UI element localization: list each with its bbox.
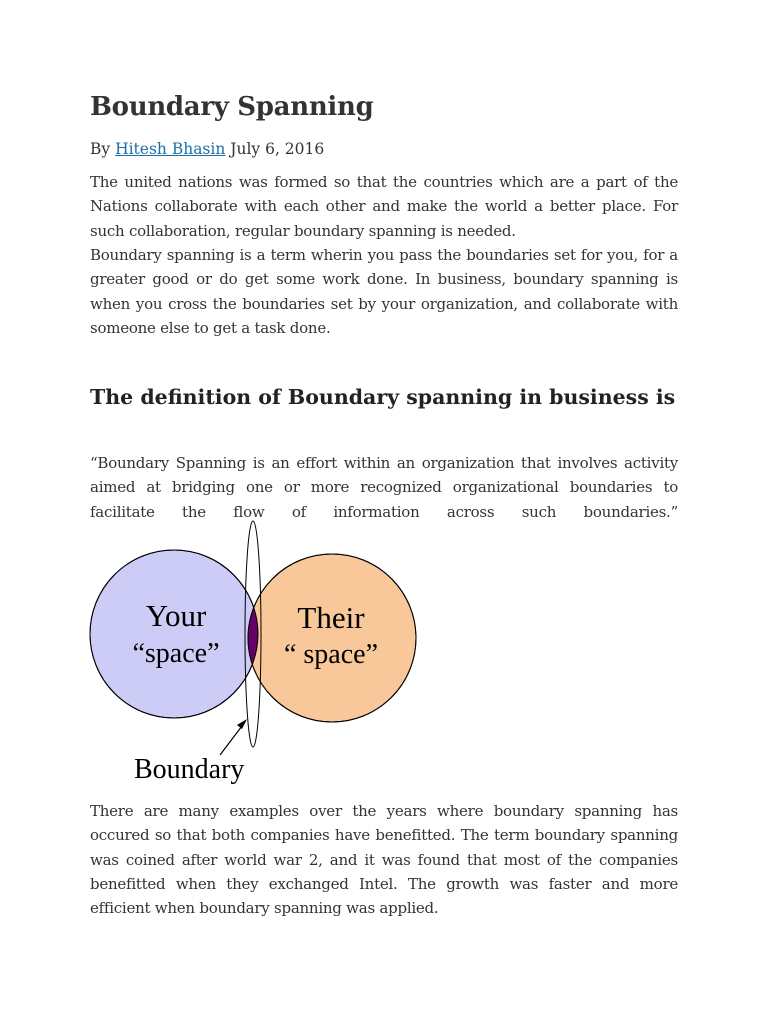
your-space-circle (90, 550, 258, 718)
their-space-circle (248, 554, 416, 722)
diagram-svg (88, 518, 422, 790)
author-link[interactable]: Hitesh Bhasin (115, 140, 226, 158)
intro-paragraph-1: The united nations was formed so that the countries which are a part of the Nations collaborate with each other and make the world a better place. For such collaboration, regular boundary spanning is needed. (90, 173, 678, 240)
their-label-line2: “ space” (283, 639, 379, 670)
your-label-line2: “space” (132, 638, 220, 669)
closing-paragraph: There are many examples over the years where boundary spanning has occured so that both companies have benefitted. The term boundary spanning was coined after world war 2, and it was found that most of the companies benefitted when they exchanged Intel. The growth was faster and more efficient when boundary spanning was applied. (90, 802, 678, 918)
boundary-label: Boundary (134, 754, 245, 785)
byline-prefix: By (90, 140, 116, 158)
your-label-line1: Your (145, 598, 207, 633)
boundary-spanning-diagram (88, 518, 422, 790)
their-label-line1: Their (297, 600, 365, 635)
section-heading: The definition of Boundary spanning in business is (90, 385, 676, 409)
byline (90, 138, 324, 160)
article-title: Boundary Spanning (90, 92, 374, 122)
arrow-head (237, 719, 247, 729)
publish-date: July 6, 2016 (225, 140, 325, 158)
intro-paragraph-2: Boundary spanning is a term wherin you pass the boundaries set for you, for a greater good or do get some work done. In business, boundary spanning is when you cross the boundaries set by your organization, and collaborate with someone else to get a task done. (90, 246, 678, 337)
definition-quote: “Boundary Spanning is an effort within an organization that involves activity aimed at bridging one or more recognized organizational boundaries to facilitate the flow of information across such boundaries.” (90, 454, 678, 521)
